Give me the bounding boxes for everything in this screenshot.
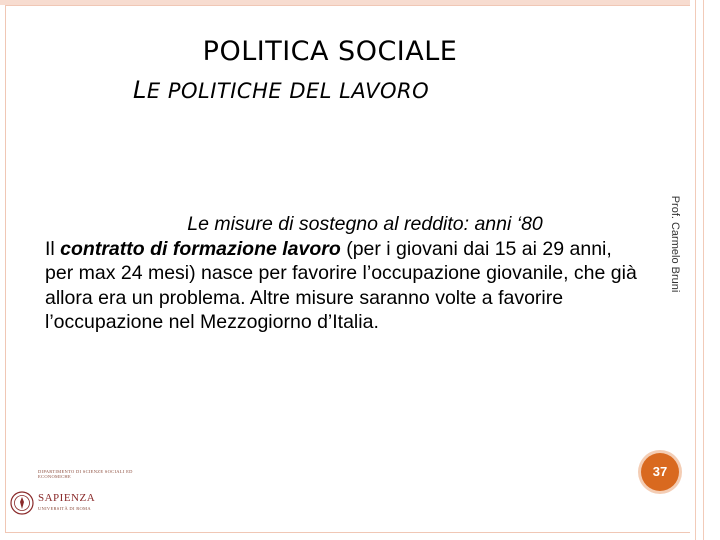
university-name: SAPIENZA <box>38 492 96 504</box>
subtitle-rest: E POLITICHE DEL LAVORO <box>146 79 430 103</box>
body-prefix: Il <box>45 237 61 260</box>
slide-title: POLITICA SOCIALE <box>202 36 458 67</box>
university-seal-icon <box>10 491 34 515</box>
department-name: DIPARTIMENTO DI SCIENZE SOCIALI ED ECONOMICHE <box>38 469 133 479</box>
author-vertical-label: Prof. Carmelo Bruni <box>669 195 681 293</box>
university-subtitle: UNIVERSITÀ DI ROMA <box>38 506 91 511</box>
university-logo <box>8 465 133 525</box>
right-decor-line <box>703 0 704 540</box>
body-bold-term: contratto di formazione lavoro <box>60 237 341 260</box>
slide-body <box>45 212 645 335</box>
body-intro: Le misure di sostegno al reddito: anni ‘80 <box>187 213 543 235</box>
page-number-badge: 37 <box>641 453 679 491</box>
right-decor-line <box>695 0 696 540</box>
body-rest: (per i giovani dai 15 ai 29 anni, per max 24 mesi) nasce per favorire l’occupazione giovanile, che già allora era un problema. Altre misure saranno volte a favorire l’occupazione nel Mezzogiorno d’Italia. <box>45 237 637 333</box>
slide-subtitle <box>133 76 553 104</box>
subtitle-initial: L <box>133 76 147 104</box>
